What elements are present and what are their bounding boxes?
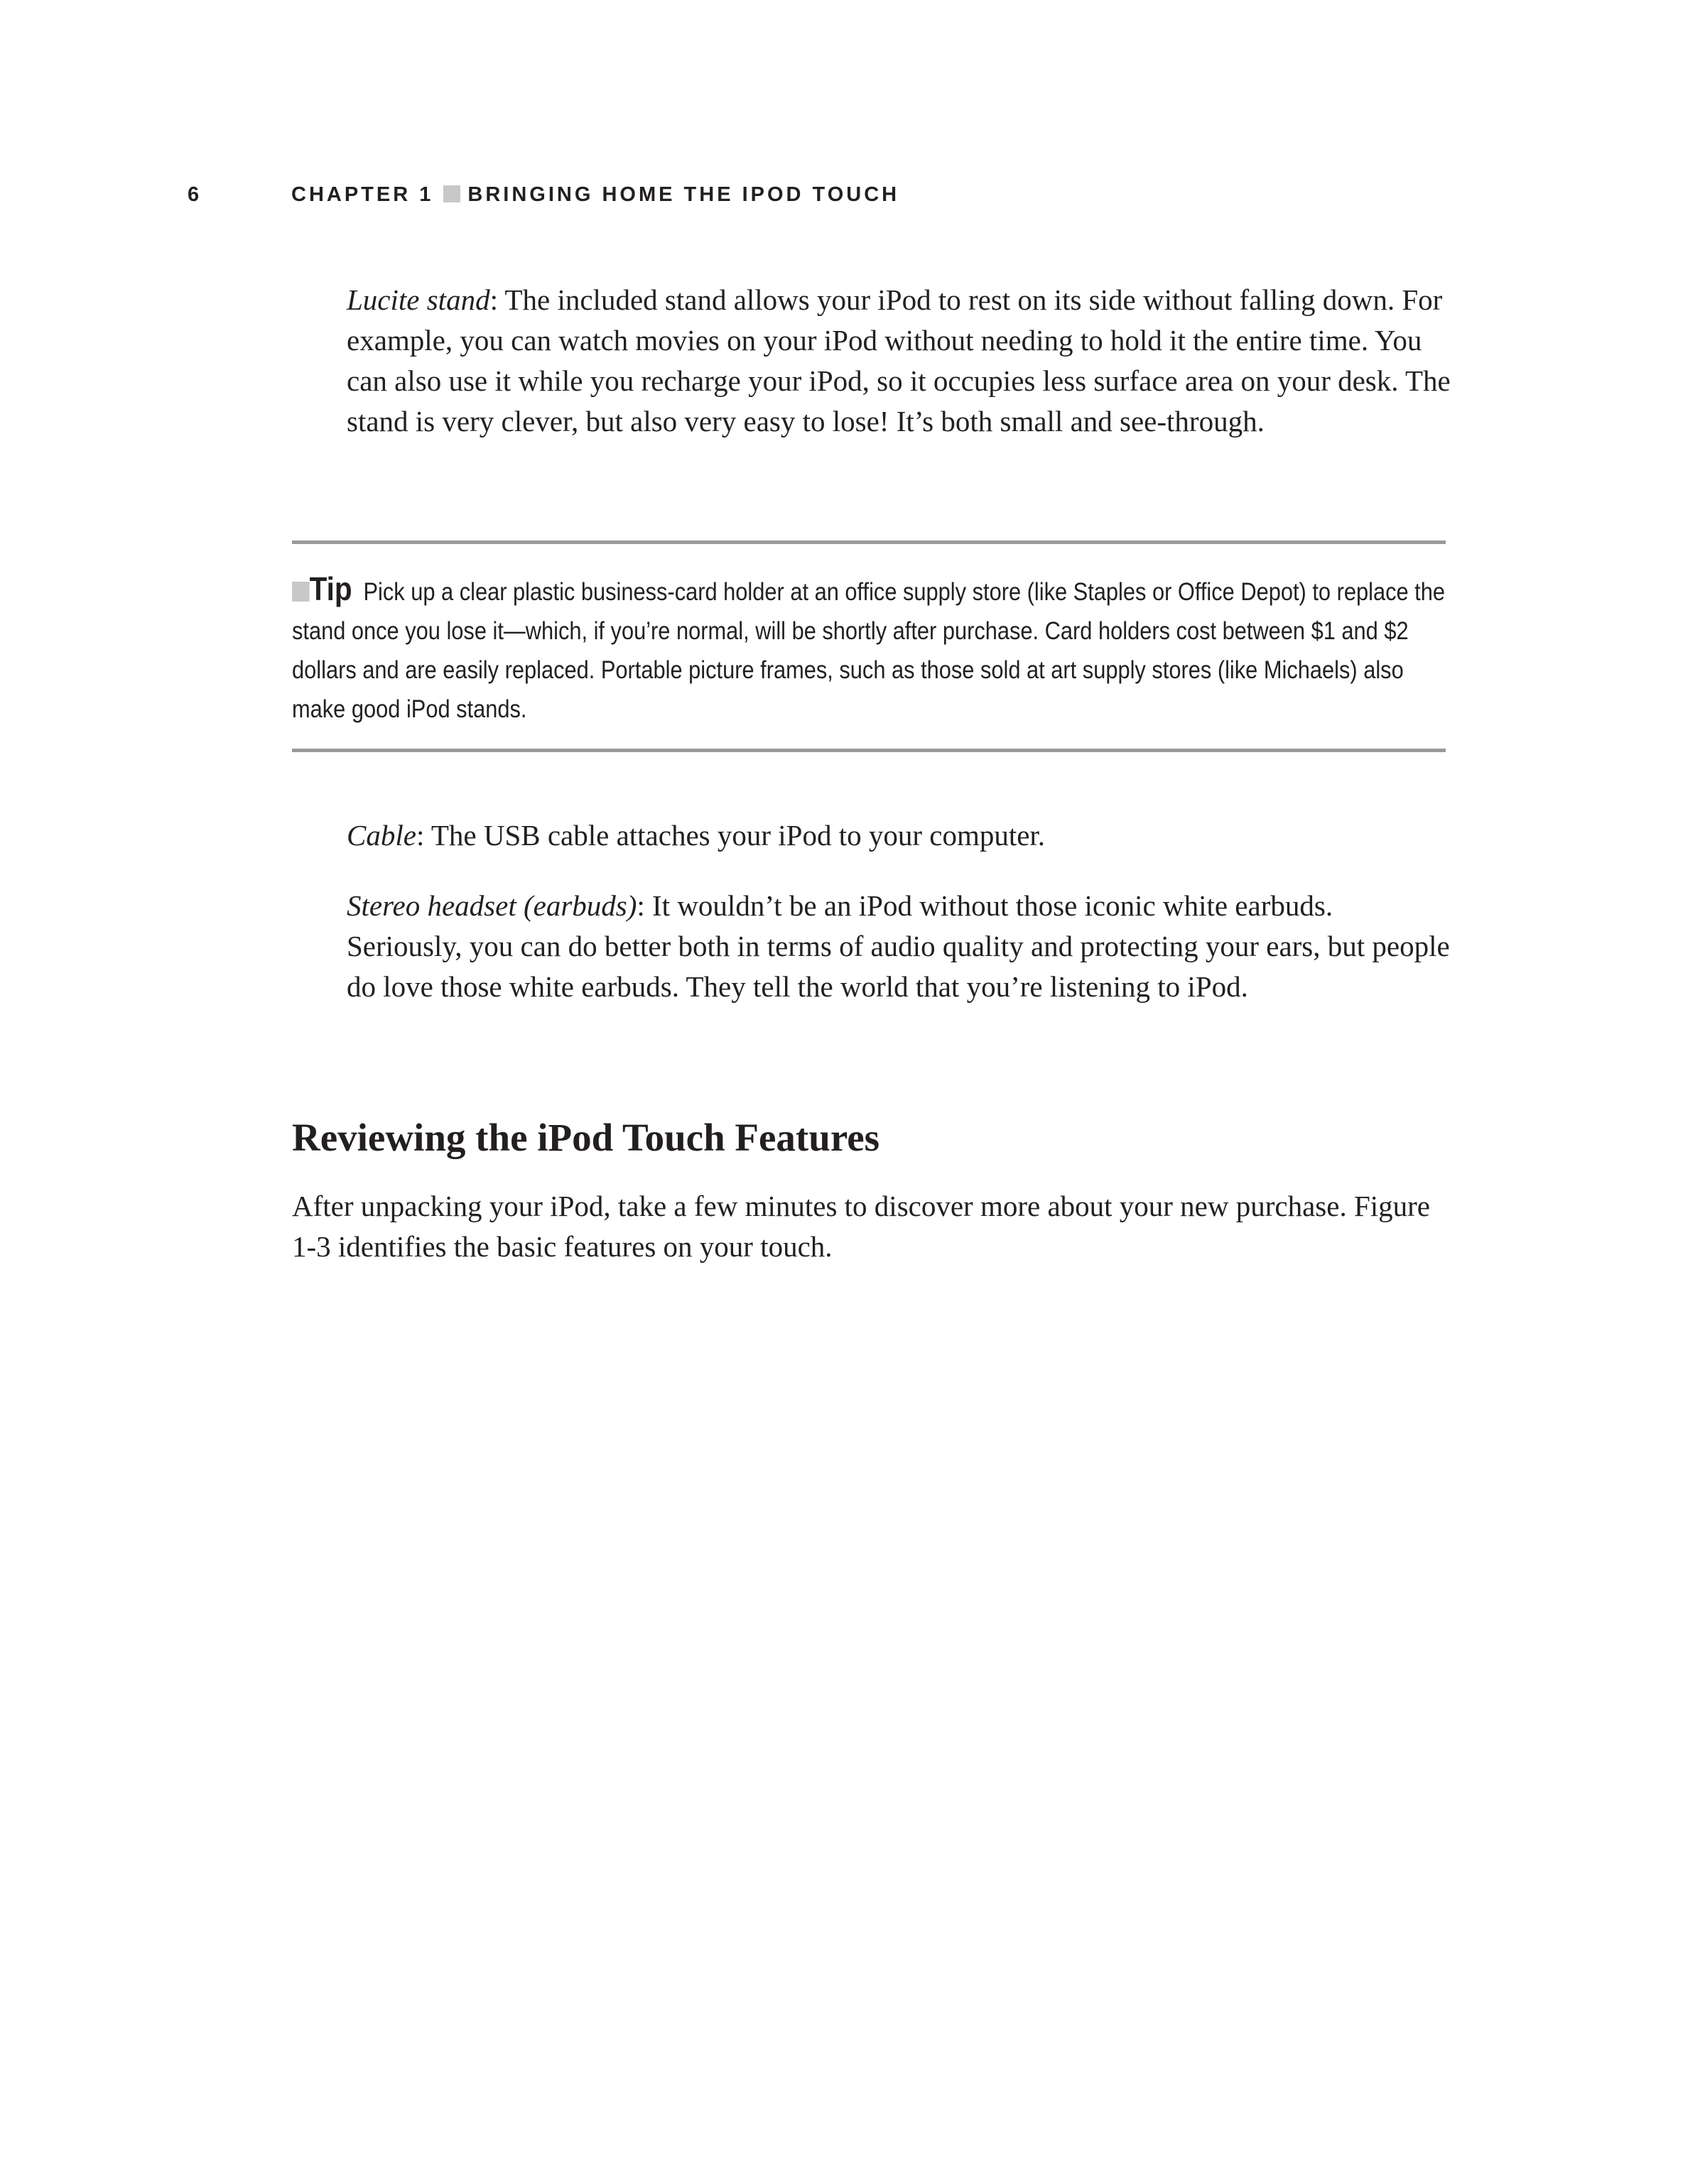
page-number: 6 bbox=[188, 183, 202, 206]
tip-box bbox=[292, 540, 1446, 752]
square-bullet-icon bbox=[443, 185, 460, 202]
list-item-lucite-stand bbox=[347, 280, 1455, 442]
item-term: Lucite stand bbox=[347, 283, 490, 316]
running-head bbox=[188, 183, 1537, 212]
item-description: : It wouldn’t be an iPod without those iconic white earbuds. Seriously, you can do better both in terms of audio quality and protecting your ears, but people do love those white earbuds. They tell the world that you’re listening to iPod. bbox=[347, 889, 1450, 1003]
body-paragraph: After unpacking your iPod, take a few minutes to discover more about your new purchase. Figure 1-3 identifies the basic features on your touch. bbox=[292, 1190, 1430, 1263]
item-description: : The included stand allows your iPod to rest on its side without falling down. For example, you can watch movies on your iPod without needing to hold it the entire time. You can also use it while you recharge your iPod, so it occupies less surface area on your desk. The stand is very clever, but also very easy to lose! It’s both small and see-through. bbox=[347, 283, 1451, 438]
list-item-cable bbox=[347, 815, 1455, 856]
square-bullet-icon bbox=[292, 582, 310, 602]
chapter-number: CHAPTER 1 bbox=[291, 183, 434, 206]
item-term: Stereo headset (earbuds) bbox=[347, 889, 637, 922]
chapter-title: BRINGING HOME THE IPOD TOUCH bbox=[467, 183, 900, 206]
tip-text-block bbox=[292, 570, 1446, 729]
section-heading: Reviewing the iPod Touch Features bbox=[292, 1116, 880, 1159]
list-item-stereo-headset bbox=[347, 886, 1455, 1007]
tip-label: Tip bbox=[309, 570, 352, 607]
chapter-label bbox=[291, 183, 899, 207]
item-description: : The USB cable attaches your iPod to your computer. bbox=[416, 819, 1046, 852]
item-term: Cable bbox=[347, 819, 416, 852]
tip-body: Pick up a clear plastic business-card holder at an office supply store (like Staples or Office Depot) to replace the stand once you lose it—which, if you’re normal, will be shortly after purchase. Card holders cost between $1 and $2 dollars and are easily replaced. Portable picture frames, such as those sold at art supply stores (like Michaels) also make good iPod stands. bbox=[292, 578, 1445, 723]
